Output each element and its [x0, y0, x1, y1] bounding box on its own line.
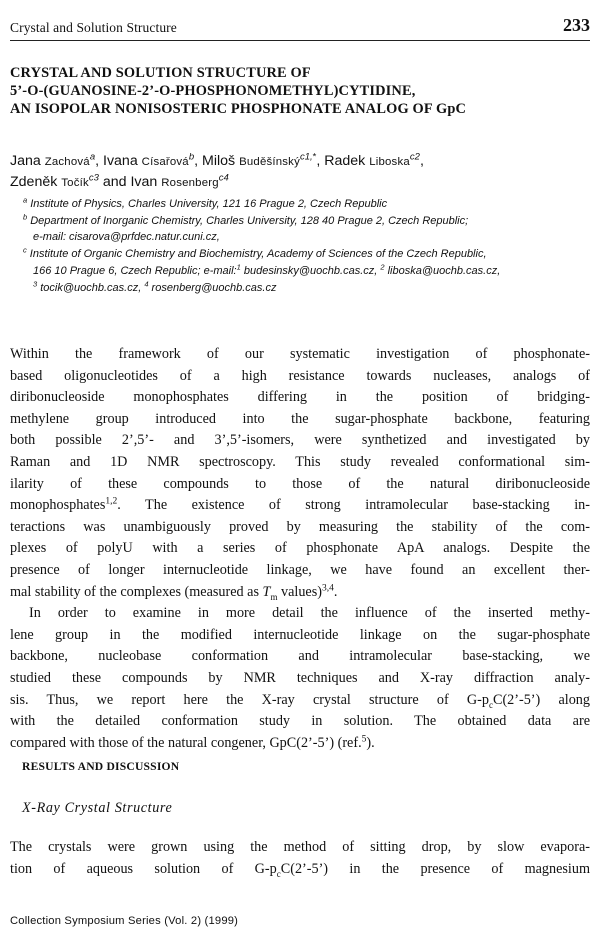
author-surname: Rosenberg	[161, 177, 219, 189]
running-header	[10, 14, 590, 41]
introduction-text	[10, 344, 590, 754]
author-surname: Točík	[61, 177, 89, 189]
text-line: teractions was unambiguously proved by measuring the stability of the com-	[10, 518, 590, 535]
author-list	[10, 151, 595, 193]
author-line-2: Zdeněk Točík$^{c3}$ and Ivan Rosenberg$^{c4}$	[10, 172, 229, 190]
text-line: with the detailed conformation study in solution. The obtained data are	[10, 713, 590, 730]
author-surname: Zachová	[44, 156, 90, 168]
citation: 3,4	[321, 582, 334, 593]
affiliation-b: $^b$ Department of Inorganic Chemistry, Charles University, 128 40 Prague 2, Czech Republic;	[23, 212, 469, 227]
citation: 1,2	[105, 496, 118, 507]
text-line: ilarity of these compounds to those of the natural diribonucleoside	[10, 475, 590, 492]
text-line: Within the framework of our systematic investigation of phosphonate-	[10, 346, 590, 362]
text-line: plexes of polyU with a series of phosphonate ApA analogs. Despite the	[10, 540, 590, 557]
footer-citation: Collection Symposium Series (Vol. 2) (1999)	[10, 915, 239, 927]
title-line-2: 5’-O-(GUANOSINE-2’-O-PHOSPHONOMETHYL)CYTIDINE,	[10, 83, 416, 99]
affiliation-a: $^a$ Institute of Physics, Charles University, 121 16 Prague 2, Czech Republic	[23, 195, 388, 210]
subsection-heading: X-Ray Crystal Structure	[22, 800, 173, 816]
author-surname: Buděšínský	[239, 156, 300, 168]
text-line: backbone, nucleobase conformation and intramolecular base-stacking, we	[10, 648, 590, 665]
text-line: mal stability of the complexes (measured as $T_m$ values)$^{3,4}$.	[10, 582, 338, 602]
corresponding-author-mark: *	[312, 151, 317, 163]
results-text	[10, 837, 590, 880]
text-line: lene group in the modified internucleotide linkage on the sugar-phosphate	[10, 626, 590, 643]
affiliation-c-emails: $^3$ tocik@uochb.cas.cz, $^4$ rosenberg@uochb.cas.cz	[33, 278, 277, 294]
text-line: studied these compounds by NMR techniques and X-ray diffraction analy-	[10, 669, 590, 686]
text-line: compared with those of the natural congener, GpC(2’-5’) (ref.$^5$).	[10, 733, 375, 751]
section-heading: RESULTS AND DISCUSSION	[22, 760, 180, 773]
running-title: Crystal and Solution Structure	[10, 20, 177, 35]
author-surname: Císařová	[141, 156, 189, 168]
text-line: methylene group introduced into the sugar-phosphate backbone, featuring	[10, 410, 590, 427]
text-line: both possible 2’,5’- and 3’,5’-isomers, were synthetized and investigated by	[10, 432, 590, 449]
title-line-3: AN ISOPOLAR NONISOSTERIC PHOSPHONATE ANALOG OF GpC	[10, 101, 467, 117]
author-surname: Liboska	[369, 156, 410, 168]
text-line: tion of aqueous solution of $G-p_cC(2’-5’)$ in the presence of magnesium	[10, 860, 590, 879]
affiliation-c: $^c$ Institute of Organic Chemistry and Biochemistry, Academy of Sciences of the Czech Republic,	[23, 245, 487, 261]
title-line-1: CRYSTAL AND SOLUTION STRUCTURE OF	[10, 65, 311, 81]
text-line: monophosphates$^{1,2}$. The existence of strong intramolecular base-stacking in-	[10, 496, 590, 514]
text-line: diribonucleoside monophosphates differing in the position of bridging-	[10, 389, 590, 406]
affiliation-c-address: 166 10 Prague 6, Czech Republic; e-mail:$^1$ budesinsky@uochb.cas.cz, $^2$ liboska@uochb.cas.cz,	[33, 262, 501, 277]
author-line-1: Jana Zachová$^a$, Ivana Císařová$^b$, Miloš Buděšínský$^{c1,*}$, Radek Liboska$^{c2}$,	[10, 151, 424, 169]
affiliation-b-email: e-mail: cisarova@prfdec.natur.cuni.cz,	[33, 231, 220, 244]
text-line: based oligonucleotides of a high resistance towards nucleases, analogs of	[10, 367, 590, 384]
citation: 5	[361, 733, 367, 744]
text-line: presence of longer internucleotide linkage, we have found an excellent ther-	[10, 561, 590, 578]
article-title	[10, 64, 590, 118]
text-line: In order to examine in more detail the influence of the inserted methy-	[29, 605, 590, 622]
affiliations	[23, 196, 593, 296]
page-number: 233	[563, 15, 590, 35]
text-line: Raman and 1D NMR spectroscopy. This study revealed conformational sim-	[10, 453, 590, 470]
text-line: The crystals were grown using the method of sitting drop, by slow evapora-	[10, 839, 590, 855]
text-line: sis. Thus, we report here the X-ray crystal structure of $G-p_cC(2’-5’)$ along	[10, 691, 590, 710]
